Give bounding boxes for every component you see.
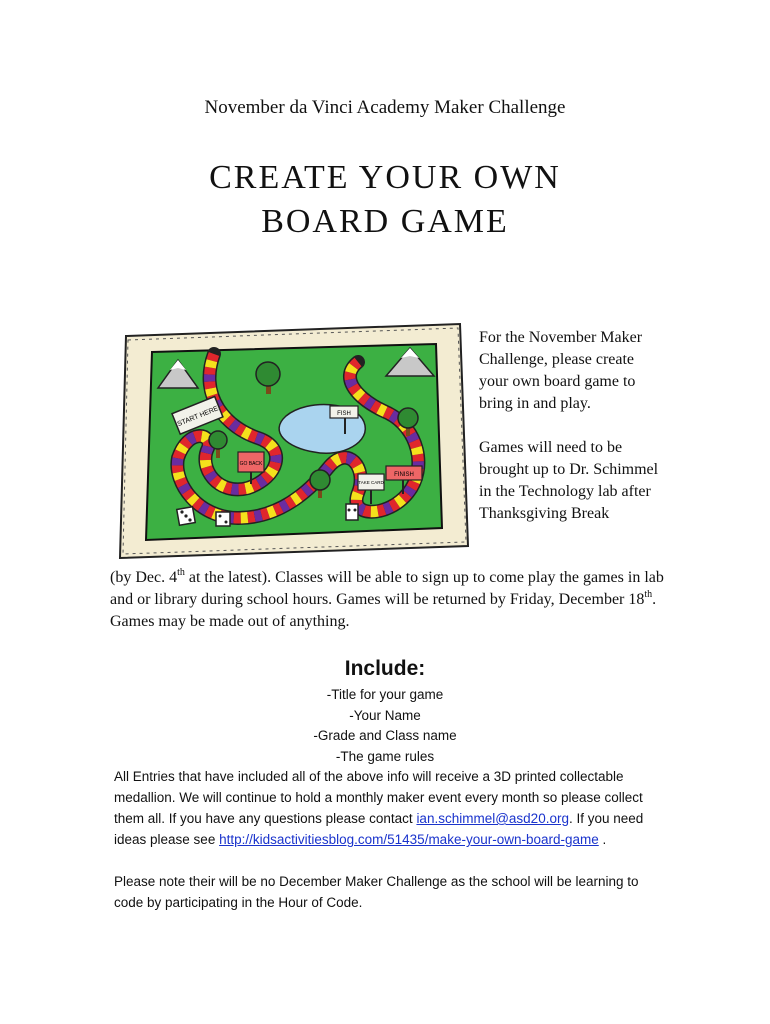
superscript: th	[177, 566, 185, 578]
game-piece-icon	[346, 504, 358, 520]
start-here-sign: START HERE	[176, 405, 220, 429]
text-segment: at the latest). Classes will be able to sign up to come play the games in lab and or library during school hours. Games will be returned by Friday, December 18	[110, 569, 664, 608]
email-link[interactable]: ian.schimmel@asd20.org	[416, 811, 569, 826]
intro-paragraph-2-continued	[110, 567, 670, 633]
title-line-1: CREATE YOUR OWN	[209, 159, 561, 196]
intro-paragraph-1: For the November Maker Challenge, please create your own board game to bring in and play.	[479, 329, 643, 412]
intro-paragraph-2-side: Games will need to be brought up to Dr. Schimmel in the Technology lab after Thanksgiving Break	[479, 439, 659, 522]
include-item: -Your Name	[349, 707, 421, 723]
text-segment: . Games may be made out of anything.	[110, 591, 657, 630]
include-heading: Include:	[344, 657, 426, 680]
fish-sign: FISH	[337, 411, 351, 417]
include-list	[0, 685, 770, 767]
include-item: -Title for your game	[326, 687, 444, 702]
take-card-sign: TAKE CARD	[358, 480, 384, 485]
finish-sign: FINISH	[394, 472, 414, 478]
text-segment: .	[598, 832, 607, 847]
text-segment: . If you need ideas please see	[114, 811, 644, 847]
board-game-illustration	[118, 318, 470, 564]
title-line-2: BOARD GAME	[261, 203, 509, 240]
details-section	[114, 766, 664, 934]
note-paragraph: Please note their will be no December Maker Challenge as the school will be learning to code by participating in the Hour of Code.	[114, 874, 639, 910]
page-title	[0, 156, 770, 244]
go-back-sign: GO BACK	[239, 461, 263, 467]
include-item: -Grade and Class name	[313, 728, 457, 743]
text-segment: (by Dec. 4	[110, 569, 178, 586]
ideas-link[interactable]: http://kidsactivitiesblog.com/51435/make-your-own-board-game	[219, 832, 599, 847]
superscript: th	[644, 588, 653, 600]
include-item: -The game rules	[335, 748, 435, 764]
text-segment: All Entries that have included all of the above info will receive a 3D printed collectable medallion. We will continue to hold a monthly maker event every month so please collect them all. If you have any questions please contact	[114, 769, 643, 826]
details-paragraph	[114, 766, 664, 850]
page-subtitle: November da Vinci Academy Maker Challenge	[204, 97, 566, 118]
intro-side-text	[479, 327, 659, 547]
